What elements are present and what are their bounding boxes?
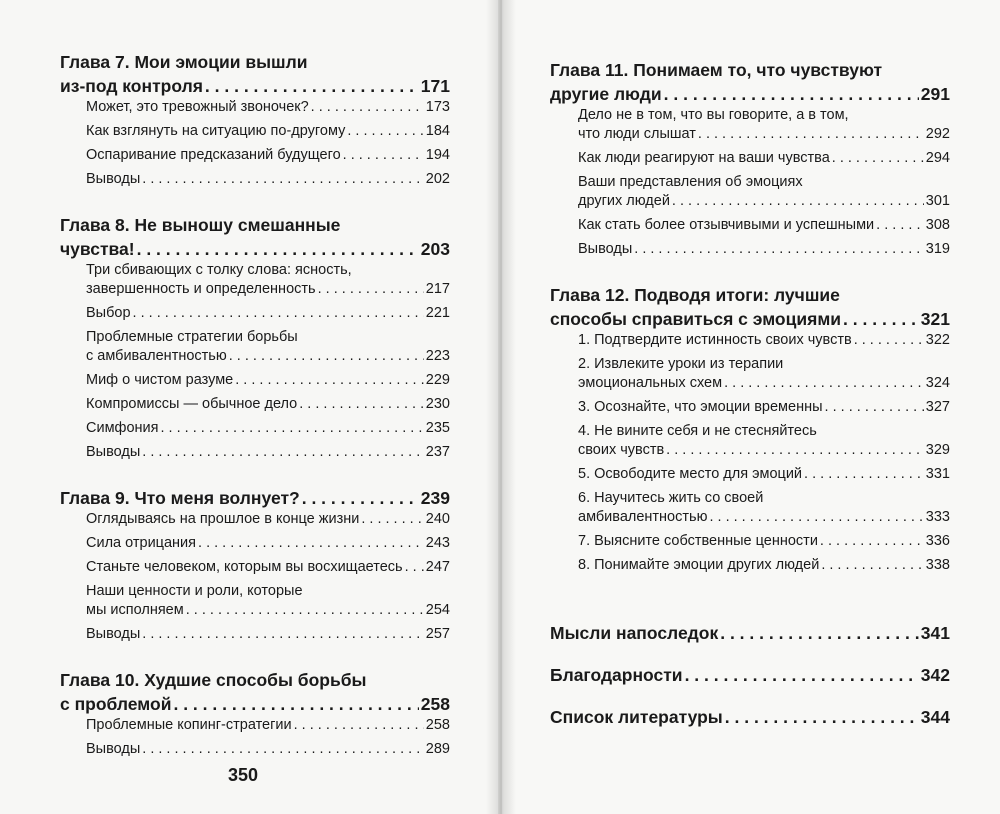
section-title: Как стать более отзывчивыми и успешными bbox=[578, 217, 875, 233]
final-section-title: Благодарности bbox=[550, 665, 683, 685]
section-title-line: Наши ценности и роли, которые bbox=[86, 583, 303, 599]
section-title: Сила отрицания bbox=[86, 535, 197, 551]
section-entry bbox=[86, 740, 450, 759]
chapter-line bbox=[60, 237, 450, 261]
section-page: 217 bbox=[425, 281, 450, 297]
section-title-line: 2. Извлеките уроки из терапии bbox=[578, 356, 784, 372]
chapter-title-line: Глава 8. Не выношу смешанные bbox=[60, 215, 341, 235]
section-line bbox=[86, 534, 450, 553]
dot-leader bbox=[205, 74, 419, 98]
chapter-spacer bbox=[60, 468, 450, 486]
section-line bbox=[86, 558, 450, 577]
section-line bbox=[86, 716, 450, 735]
section-title: мы исполняем bbox=[86, 602, 184, 618]
section-page: 184 bbox=[425, 123, 450, 139]
section-title-line: 6. Научитесь жить со своей bbox=[578, 490, 764, 506]
chapter-page: 239 bbox=[420, 488, 450, 508]
section-line bbox=[578, 398, 950, 417]
chapter-page: 203 bbox=[420, 239, 450, 259]
chapter-line bbox=[550, 307, 950, 331]
dot-leader bbox=[820, 532, 924, 551]
section-page: 173 bbox=[425, 99, 450, 115]
section-entry bbox=[578, 173, 950, 211]
dot-leader bbox=[825, 398, 924, 417]
dot-leader bbox=[664, 82, 919, 106]
section-entry bbox=[86, 328, 450, 366]
section-line bbox=[578, 216, 950, 235]
section-line bbox=[578, 240, 950, 259]
section-list bbox=[60, 510, 450, 644]
chapter-entry bbox=[550, 283, 950, 575]
chapter-spacer bbox=[550, 265, 950, 283]
final-section-page: 342 bbox=[920, 665, 950, 685]
section-entry bbox=[86, 534, 450, 553]
section-title-line: Ваши представления об эмоциях bbox=[578, 174, 803, 190]
right-toc bbox=[550, 58, 950, 747]
section-list bbox=[550, 331, 950, 575]
section-entry bbox=[578, 216, 950, 235]
section-page: 258 bbox=[425, 717, 450, 733]
chapter-spacer bbox=[60, 650, 450, 668]
chapter-line bbox=[60, 74, 450, 98]
section-line bbox=[86, 419, 450, 438]
section-title-line: Три сбивающих с толку слова: ясность, bbox=[86, 262, 352, 278]
section-title: Выводы bbox=[86, 741, 141, 757]
section-line bbox=[578, 508, 950, 527]
section-entry bbox=[578, 331, 950, 350]
chapter-title: с проблемой bbox=[60, 694, 172, 714]
section-title: амбивалентностью bbox=[578, 509, 708, 525]
section-line bbox=[86, 625, 450, 644]
chapter-entry bbox=[60, 668, 450, 759]
dot-leader bbox=[698, 125, 924, 144]
section-page: 221 bbox=[425, 305, 450, 321]
section-line bbox=[86, 304, 450, 323]
dot-leader bbox=[198, 534, 424, 553]
section-entry bbox=[86, 304, 450, 323]
section-title: Может, это тревожный звоночек? bbox=[86, 99, 309, 115]
section-page: 257 bbox=[425, 626, 450, 642]
chapter-line bbox=[60, 486, 450, 510]
chapter-spacer bbox=[60, 195, 450, 213]
chapter-page: 258 bbox=[420, 694, 450, 714]
section-entry bbox=[86, 122, 450, 141]
section-line bbox=[86, 170, 450, 189]
chapter-page: 291 bbox=[920, 84, 950, 104]
section-title-line: 4. Не вините себя и не стесняйтесь bbox=[578, 423, 817, 439]
chapter-title: другие люди bbox=[550, 84, 662, 104]
section-line bbox=[86, 510, 450, 529]
section-page: 202 bbox=[425, 171, 450, 187]
section-title: Выводы bbox=[86, 444, 141, 460]
section-entry bbox=[86, 558, 450, 577]
section-page: 308 bbox=[925, 217, 950, 233]
section-page: 329 bbox=[925, 442, 950, 458]
section-page: 240 bbox=[425, 511, 450, 527]
section-page: 331 bbox=[925, 466, 950, 482]
section-title: Выводы bbox=[86, 171, 141, 187]
section-title: Станьте человеком, которым вы восхищаетесь bbox=[86, 559, 403, 575]
final-sections bbox=[550, 621, 950, 729]
section-title: Выбор bbox=[86, 305, 131, 321]
section-entry bbox=[578, 556, 950, 575]
section-title: своих чувств bbox=[578, 442, 665, 458]
section-line bbox=[86, 122, 450, 141]
section-page: 243 bbox=[425, 535, 450, 551]
section-title: Симфония bbox=[86, 420, 159, 436]
dot-leader bbox=[634, 240, 924, 259]
dot-leader bbox=[347, 122, 423, 141]
section-title: Как взглянуть на ситуацию по-другому bbox=[86, 123, 346, 139]
page-number: 350 bbox=[228, 765, 259, 785]
section-entry bbox=[86, 419, 450, 438]
final-section-line bbox=[550, 621, 950, 645]
section-page: 223 bbox=[425, 348, 450, 364]
section-page: 229 bbox=[425, 372, 450, 388]
section-line bbox=[86, 371, 450, 390]
dot-leader bbox=[311, 98, 424, 117]
section-title: Компромиссы — обычное дело bbox=[86, 396, 298, 412]
chapter-title-line: Глава 12. Подводя итоги: лучшие bbox=[550, 285, 840, 305]
section-title: 1. Подтвердите истинность своих чувств bbox=[578, 332, 852, 348]
section-line bbox=[578, 556, 950, 575]
dot-leader bbox=[832, 149, 924, 168]
dot-leader bbox=[229, 347, 424, 366]
dot-leader bbox=[876, 216, 924, 235]
dot-leader bbox=[854, 331, 924, 350]
section-page: 194 bbox=[425, 147, 450, 163]
section-page: 322 bbox=[925, 332, 950, 348]
section-page: 292 bbox=[925, 126, 950, 142]
chapter-title-line: Глава 11. Понимаем то, что чувствуют bbox=[550, 60, 883, 80]
section-line bbox=[86, 395, 450, 414]
chapter-line bbox=[60, 692, 450, 716]
dot-leader bbox=[672, 192, 924, 211]
section-entry bbox=[578, 465, 950, 484]
section-entry bbox=[578, 489, 950, 527]
section-title-line: Дело не в том, что вы говорите, а в том, bbox=[578, 107, 849, 123]
section-page: 333 bbox=[925, 509, 950, 525]
section-title: 8. Понимайте эмоции других людей bbox=[578, 557, 820, 573]
book-gutter bbox=[486, 0, 516, 814]
dot-leader bbox=[318, 280, 424, 299]
chapter-line bbox=[550, 82, 950, 106]
chapter-title: чувства! bbox=[60, 239, 135, 259]
section-line bbox=[578, 331, 950, 350]
chapter-entry bbox=[60, 213, 450, 462]
dot-leader bbox=[724, 374, 924, 393]
dot-leader bbox=[142, 443, 424, 462]
section-entry bbox=[578, 422, 950, 460]
dot-leader bbox=[142, 740, 424, 759]
section-page: 294 bbox=[925, 150, 950, 166]
section-page: 230 bbox=[425, 396, 450, 412]
section-title: Выводы bbox=[578, 241, 633, 257]
section-list bbox=[60, 98, 450, 189]
section-entry bbox=[578, 355, 950, 393]
section-page: 254 bbox=[425, 602, 450, 618]
section-title: 7. Выясните собственные ценности bbox=[578, 533, 818, 549]
dot-leader bbox=[804, 465, 924, 484]
dot-leader bbox=[302, 486, 419, 510]
dot-leader bbox=[725, 705, 919, 729]
section-list bbox=[60, 261, 450, 462]
section-entry bbox=[578, 398, 950, 417]
section-line bbox=[578, 441, 950, 460]
chapter-page: 321 bbox=[920, 309, 950, 329]
dot-leader bbox=[142, 625, 424, 644]
dot-leader bbox=[361, 510, 423, 529]
section-entry bbox=[86, 395, 450, 414]
left-toc bbox=[60, 50, 450, 783]
dot-leader bbox=[843, 307, 919, 331]
section-entry bbox=[86, 716, 450, 735]
dot-leader bbox=[173, 692, 418, 716]
chapter-entry bbox=[60, 50, 450, 189]
section-line bbox=[86, 98, 450, 117]
section-title: других людей bbox=[578, 193, 670, 209]
section-line bbox=[86, 443, 450, 462]
section-entry bbox=[578, 532, 950, 551]
final-section-page: 344 bbox=[920, 707, 950, 727]
section-page: 338 bbox=[925, 557, 950, 573]
section-entry bbox=[86, 261, 450, 299]
section-page: 237 bbox=[425, 444, 450, 460]
section-line bbox=[86, 347, 450, 366]
section-title: Проблемные копинг-стратегии bbox=[86, 717, 292, 733]
section-title: Как люди реагируют на ваши чувства bbox=[578, 150, 830, 166]
section-entry bbox=[86, 582, 450, 620]
left-page bbox=[0, 0, 498, 814]
section-title: с амбивалентностью bbox=[86, 348, 227, 364]
section-title: Миф о чистом разуме bbox=[86, 372, 234, 388]
dot-leader bbox=[161, 419, 424, 438]
section-line bbox=[578, 192, 950, 211]
section-title: 3. Осознайте, что эмоции временны bbox=[578, 399, 823, 415]
section-line bbox=[578, 465, 950, 484]
final-section-title: Мысли напоследок bbox=[550, 623, 719, 643]
section-line bbox=[86, 146, 450, 165]
section-line bbox=[578, 532, 950, 551]
section-title: Оспаривание предсказаний будущего bbox=[86, 147, 341, 163]
section-line bbox=[86, 280, 450, 299]
final-section-line bbox=[550, 663, 950, 687]
final-section-page: 341 bbox=[920, 623, 950, 643]
chapter-entry bbox=[550, 58, 950, 259]
section-page: 235 bbox=[425, 420, 450, 436]
chapter-entry bbox=[60, 486, 450, 644]
section-list bbox=[550, 106, 950, 259]
final-section-line bbox=[550, 705, 950, 729]
section-line bbox=[578, 374, 950, 393]
dot-leader bbox=[142, 170, 424, 189]
dot-leader bbox=[720, 621, 919, 645]
section-list bbox=[60, 716, 450, 759]
section-title: Оглядываясь на прошлое в конце жизни bbox=[86, 511, 360, 527]
chapter-page: 171 bbox=[420, 76, 450, 96]
dot-leader bbox=[133, 304, 424, 323]
section-line bbox=[578, 125, 950, 144]
chapter-title-line: Глава 7. Мои эмоции вышли bbox=[60, 52, 308, 72]
section-page: 319 bbox=[925, 241, 950, 257]
section-entry bbox=[578, 240, 950, 259]
section-page: 327 bbox=[925, 399, 950, 415]
dot-leader bbox=[821, 556, 923, 575]
chapter-title: из-под контроля bbox=[60, 76, 203, 96]
chapter-title-line: Глава 10. Худшие способы борьбы bbox=[60, 670, 367, 690]
section-page: 324 bbox=[925, 375, 950, 391]
section-entry bbox=[578, 149, 950, 168]
section-entry bbox=[86, 98, 450, 117]
chapter-title: способы справиться с эмоциями bbox=[550, 309, 842, 329]
section-entry bbox=[86, 146, 450, 165]
dot-leader bbox=[666, 441, 924, 460]
section-page: 289 bbox=[425, 741, 450, 757]
right-page bbox=[502, 0, 1000, 814]
section-title: что люди слышат bbox=[578, 126, 696, 142]
section-entry bbox=[86, 443, 450, 462]
dot-leader bbox=[294, 716, 424, 735]
section-entry bbox=[86, 371, 450, 390]
dot-leader bbox=[186, 601, 424, 620]
section-title: завершенность и определенность bbox=[86, 281, 316, 297]
dot-leader bbox=[235, 371, 424, 390]
section-page: 336 bbox=[925, 533, 950, 549]
dot-leader bbox=[299, 395, 424, 414]
section-line bbox=[86, 740, 450, 759]
section-entry bbox=[578, 106, 950, 144]
section-title: эмоциональных схем bbox=[578, 375, 723, 391]
section-line bbox=[578, 149, 950, 168]
section-entry bbox=[86, 510, 450, 529]
section-title: Выводы bbox=[86, 626, 141, 642]
dot-leader bbox=[709, 508, 923, 527]
dot-leader bbox=[405, 558, 424, 577]
section-page: 247 bbox=[425, 559, 450, 575]
final-section-title: Список литературы bbox=[550, 707, 723, 727]
dot-leader bbox=[137, 237, 419, 261]
section-line bbox=[86, 601, 450, 620]
section-page: 301 bbox=[925, 193, 950, 209]
section-entry bbox=[86, 625, 450, 644]
section-title: 5. Освободите место для эмоций bbox=[578, 466, 803, 482]
dot-leader bbox=[685, 663, 919, 687]
dot-leader bbox=[343, 146, 424, 165]
chapter-title: Глава 9. Что меня волнует? bbox=[60, 488, 300, 508]
section-title-line: Проблемные стратегии борьбы bbox=[86, 329, 298, 345]
section-entry bbox=[86, 170, 450, 189]
chapter-spacer bbox=[550, 581, 950, 599]
